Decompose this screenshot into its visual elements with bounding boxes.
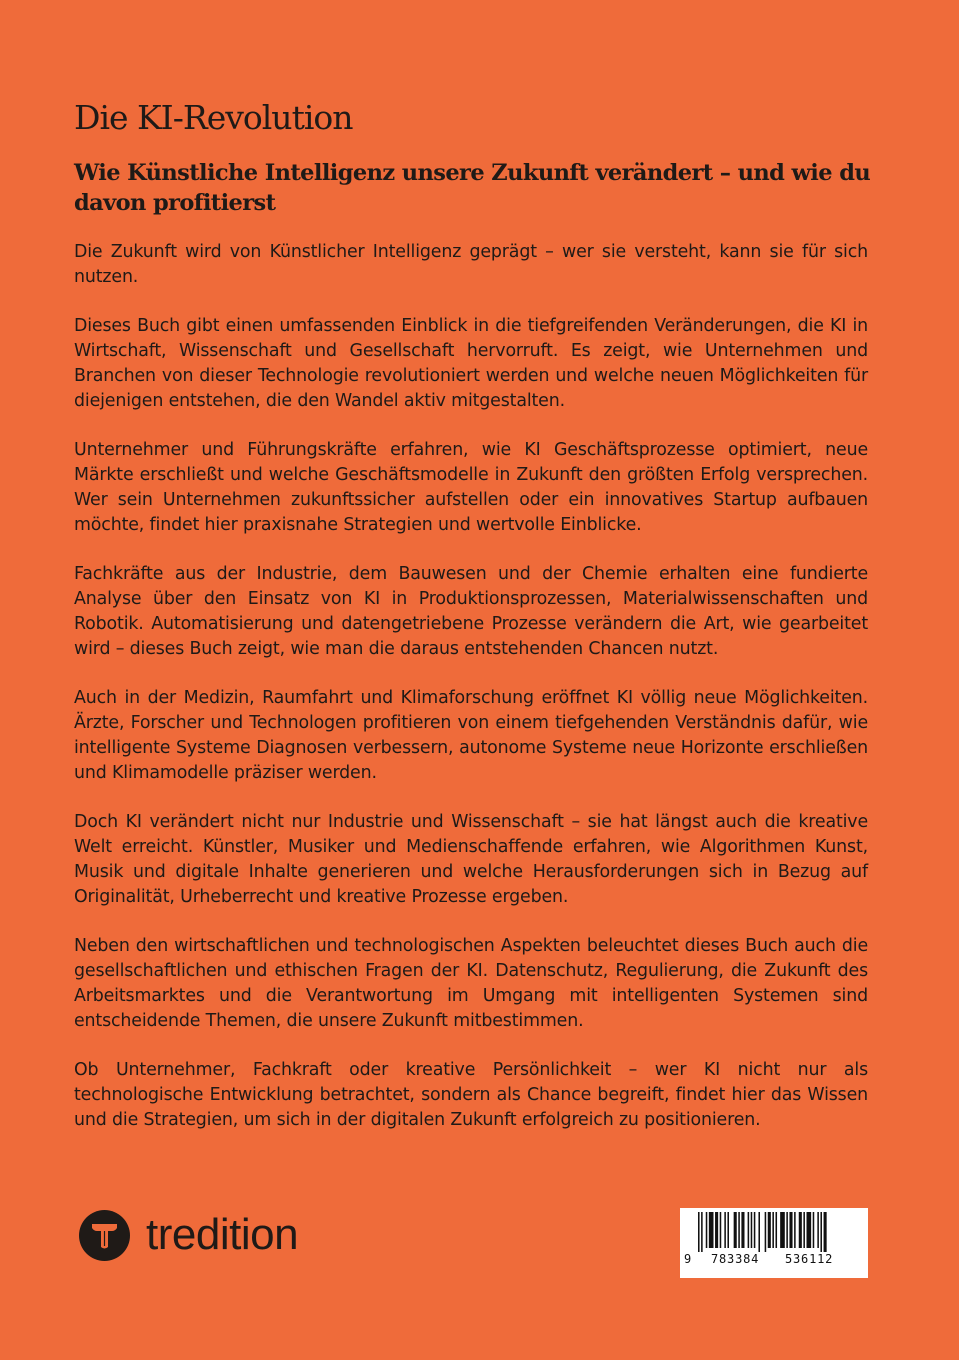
barcode-bar	[734, 1212, 737, 1248]
blurb-paragraph: Die Zukunft wird von Künstlicher Intelligenz geprägt – wer sie versteht, kann sie für sich nutzen.	[74, 242, 868, 287]
barcode-bar	[748, 1212, 750, 1248]
barcode-bar	[807, 1212, 812, 1248]
barcode-bar	[701, 1212, 703, 1252]
barcode-bar	[706, 1212, 708, 1248]
publisher-name: tredition	[146, 1210, 299, 1259]
publisher-logo	[79, 1207, 298, 1263]
blurb-paragraph: Fachkräfte aus der Industrie, dem Bauwesen und der Chemie erhalten eine fundierte Analyse über den Einsatz von KI in Produktionsprozessen, Materialwissenschaften und Robotik. Automatisierung und datengetriebene Prozesse verändern die Art, wie gearbeitet wird – dieses Buch zeigt, wie man die daraus entstehenden Chancen nutzt.	[74, 564, 868, 659]
barcode-bar	[799, 1212, 802, 1248]
barcode-bar	[741, 1212, 744, 1248]
tredition-t-logo-icon	[79, 1210, 130, 1261]
barcode-bar	[789, 1212, 792, 1248]
barcode-bar	[813, 1212, 815, 1248]
barcode-bar	[751, 1212, 753, 1248]
barcode-bar	[780, 1212, 785, 1248]
barcode-bar	[720, 1212, 722, 1248]
blurb-paragraph: Neben den wirtschaftlichen und technologischen Aspekten beleuchtet dieses Buch auch die gesellschaftlichen und ethischen Fragen der KI. Datenschutz, Regulierung, die Zukunft des Arbeitsmarktes und die Verantwortung im Umgang mit intelligenten Systemen sind entscheidende Themen, die unsere Zukunft mitbestimmen.	[74, 936, 868, 1031]
barcode-bar	[765, 1212, 767, 1252]
barcode-bar	[768, 1212, 771, 1248]
blurb-paragraph: Unternehmer und Führungskräfte erfahren, wie KI Geschäftsprozesse optimiert, neue Märkte erschließt und welche Geschäftsmodelle in Zukunft den größten Erfolg versprechen. Wer sein Unternehmen zukunftssicher aufstellen oder ein innovatives Startup aufbauen möchte, findet hier praxisnahe Strategien und wertvolle Einblicke.	[74, 440, 868, 535]
blurb-paragraph: Dieses Buch gibt einen umfassenden Einblick in die tiefgreifenden Veränderungen, die KI in Wirtschaft, Wissenschaft und Gesellschaft hervorruft. Es zeigt, wie Unternehmen und Branchen von dieser Technologie revolutioniert werden und welche neuen Möglichkeiten für diejenigen entstehen, die den Wandel aktiv mitgestalten.	[74, 316, 868, 411]
barcode-bar	[709, 1212, 714, 1248]
barcode-bar	[776, 1212, 778, 1248]
barcode-bar	[794, 1212, 796, 1248]
blurb-paragraph: Auch in der Medizin, Raumfahrt und Klimaforschung eröffnet KI völlig neue Möglichkeiten. Ärzte, Forscher und Technologen profitieren von einem tiefgehenden Verständnis dafür, wie intelligente Systeme Diagnosen verbessern, autonome Systeme neue Horizonte erschließen und Klimamodelle präziser werden.	[74, 688, 868, 783]
barcode-bar	[724, 1212, 726, 1248]
barcode-bar	[727, 1212, 729, 1248]
barcode-lead-digit: 9	[684, 1252, 692, 1266]
barcode-bar	[786, 1212, 788, 1248]
barcode-bar	[758, 1212, 760, 1252]
blurb-paragraph: Ob Unternehmer, Fachkraft oder kreative Persönlichkeit – wer KI nicht nur als technologische Entwicklung betrachtet, sondern als Chance begreift, findet hier das Wissen und die Strategien, um sich in der digitalen Zukunft erfolgreich zu positionieren.	[74, 1060, 868, 1130]
barcode-bar	[820, 1212, 822, 1252]
book-title: Die KI-Revolution	[74, 98, 353, 137]
barcode-bar	[738, 1212, 740, 1248]
barcode-right-digits: 536112	[785, 1252, 834, 1266]
barcode-bar	[817, 1212, 819, 1248]
barcode-bar	[803, 1212, 805, 1248]
book-subtitle: Wie Künstliche Intelligenz unsere Zukunft verändert – und wie du davon profitierst	[74, 160, 871, 216]
blurb-text	[74, 240, 868, 1157]
blurb-paragraph: Doch KI verändert nicht nur Industrie und Wissenschaft – sie hat längst auch die kreative Welt erreicht. Künstler, Musiker und Medienschaffende erfahren, wie Algorithmen Kunst, Musik und digitale Inhalte generieren und welche Herausforderungen sich in Bezug auf Originalität, Urheberrecht und kreative Prozesse ergeben.	[74, 812, 868, 907]
barcode-left-digits: 783384	[711, 1252, 760, 1266]
barcode-bars	[680, 1208, 868, 1252]
barcode-bar	[754, 1212, 756, 1248]
barcode-bar	[698, 1212, 700, 1252]
barcode-bar	[772, 1212, 774, 1248]
barcode-bar	[824, 1212, 827, 1252]
barcode-bar	[715, 1212, 718, 1248]
isbn-barcode	[680, 1208, 868, 1278]
